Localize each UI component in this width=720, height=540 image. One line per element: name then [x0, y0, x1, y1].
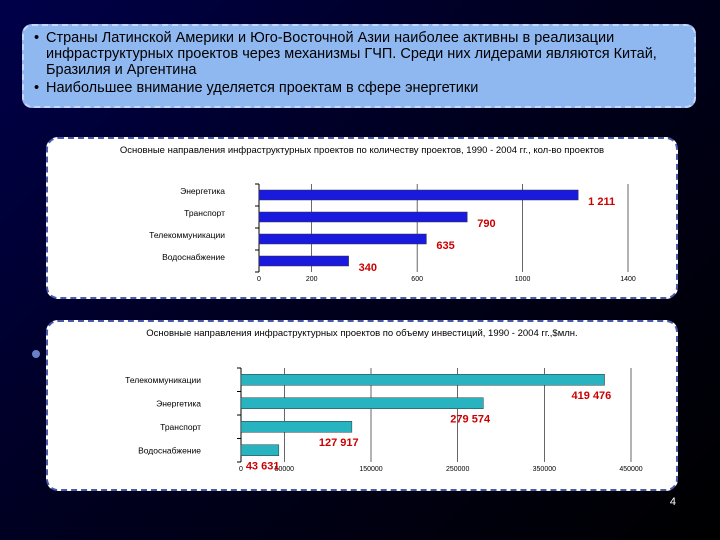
data-label: 43 631 — [245, 460, 280, 473]
bar — [241, 421, 352, 432]
category-label: Водоснабжение — [162, 252, 225, 262]
chart-title: Основные направления инфраструктурных проектов по объему инвестиций, 1990 - 2004 гг.,$млн. — [146, 328, 578, 339]
category-label: Водоснабжение — [138, 445, 201, 456]
category-label: Телекоммуникации — [125, 374, 201, 385]
x-tick-label: 50000 — [274, 466, 295, 473]
x-tick-label: 600 — [411, 276, 423, 283]
bullet-text: Страны Латинской Америки и Юго-Восточной Азии наиболее активны в реализации инфраструктурных проектов через механизмы ГЧП. Среди них лидерами являются Китай, Бразилия и Аргентина — [46, 30, 657, 78]
chart-title: Основные направления инфраструктурных проектов по количеству проектов, 1990 - 2004 гг., кол-во проектов — [119, 145, 605, 156]
chart-panel-investment — [46, 320, 678, 491]
bar — [241, 445, 279, 456]
category-label: Транспорт — [184, 208, 225, 218]
category-label: Транспорт — [160, 421, 201, 432]
bar — [241, 398, 483, 409]
data-label: 1 211 — [588, 196, 616, 208]
bar-chart-investment — [48, 322, 680, 493]
bar — [259, 190, 578, 200]
page-number: 4 — [669, 496, 676, 508]
data-label: 279 574 — [450, 413, 491, 426]
bullet-item — [34, 80, 684, 96]
x-tick-label: 450000 — [619, 466, 643, 473]
data-label: 790 — [477, 218, 496, 230]
category-label: Энергетика — [180, 186, 225, 196]
category-label: Энергетика — [156, 398, 201, 409]
x-tick-label: 200 — [305, 276, 318, 283]
bullet-dot-icon: • — [34, 80, 40, 96]
x-tick-label: 250000 — [445, 466, 470, 473]
data-label: 635 — [436, 240, 455, 252]
bullet-item — [34, 30, 684, 78]
bullet-dot-icon: • — [34, 30, 40, 46]
bar-chart-project-count — [48, 139, 680, 301]
bullet-dot-icon — [32, 350, 40, 358]
x-tick-label: 0 — [257, 276, 261, 283]
x-tick-label: 0 — [239, 466, 243, 473]
bar — [259, 256, 349, 266]
bullet-text: Наибольшее внимание уделяется проектам в сфере энергетики — [46, 80, 479, 96]
bar — [259, 234, 426, 244]
data-label: 340 — [358, 262, 377, 274]
x-tick-label: 150000 — [359, 466, 383, 473]
data-label: 127 917 — [318, 436, 359, 449]
x-tick-label: 1400 — [620, 276, 636, 283]
data-label: 419 476 — [571, 389, 612, 402]
bar — [241, 374, 605, 385]
x-tick-label: 1000 — [514, 276, 531, 283]
bar — [259, 212, 467, 222]
summary-box — [22, 24, 696, 108]
x-tick-label: 350000 — [532, 466, 557, 473]
category-label: Телекоммуникации — [149, 230, 225, 240]
chart-panel-project-count — [46, 137, 678, 299]
